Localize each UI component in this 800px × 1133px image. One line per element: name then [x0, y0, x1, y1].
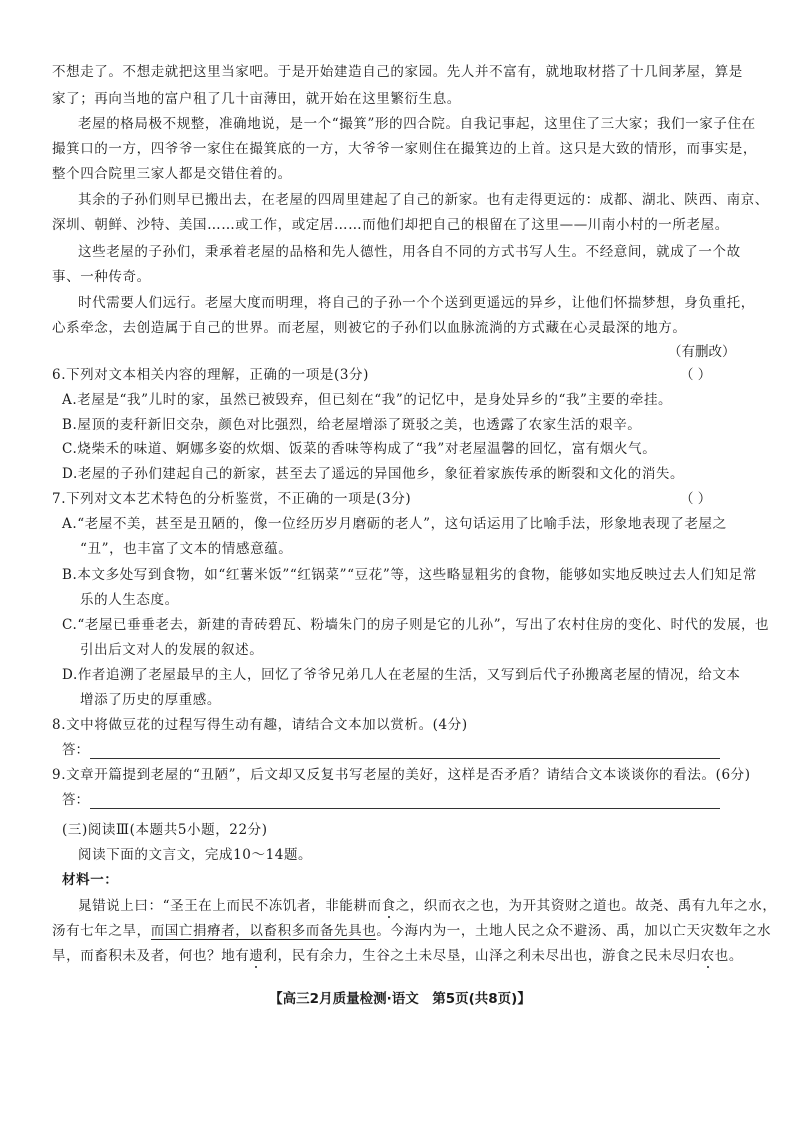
question-8-answer-label: 答：: [62, 742, 89, 758]
question-8-stem: 8.文中将做豆花的过程写得生动有趣，请结合文本加以赏析。(4分): [52, 717, 468, 733]
passage-line: 深圳、朝鲜、沙特、美国……或工作，或定居……而他们却把自己的根留在了这里——川南小村的一所老屋。: [52, 217, 729, 233]
dotted-character: 食: [381, 898, 396, 914]
passage-line: 家了；再向当地的富户租了几十亩薄田，就开始在这里繁衍生息。: [52, 91, 461, 107]
question-6-option-c: C.烧柴禾的味道、婀娜多姿的炊烟、饭菜的香味等构成了“我”对老屋温馨的回忆，富有烟火气。: [62, 441, 657, 457]
passage-line: 这些老屋的子孙们，秉承着老屋的品格和先人德性，用各自不同的方式书写人生。不经意间，就成了一个故: [78, 244, 741, 260]
question-9-answer-line[interactable]: [90, 808, 720, 809]
question-7-option-c-cont: 引出后文对人的发展的叙述。: [80, 642, 264, 658]
source-note: （有删改）: [668, 344, 736, 360]
question-7-option-c: C.“老屋已垂垂老去，新建的青砖碧瓦、粉墙朱门的房子则是它的儿孙”，写出了农村住房的变化、时代的发展，也: [62, 617, 770, 633]
question-6-option-a: A.老屋是“我”儿时的家，虽然已被毁弃，但已刻在“我”的记忆中，是身处异乡的“我”主要的牵挂。: [62, 392, 673, 408]
section-title: (三)阅读Ⅲ(本题共5小题，22分): [62, 822, 268, 838]
text-segment: 之，织而衣之也，为开其资财之道也。故尧、禹有九年之水，: [395, 898, 777, 914]
question-9-answer-label: 答：: [62, 792, 89, 808]
dotted-character: 遗: [249, 948, 264, 964]
question-7-option-b: B.本文多处写到食物，如“红薯米饭”“红锅菜”“豆花”等，这些略显粗劣的食物，能够如实地反映过去人们知足常: [62, 567, 757, 583]
passage-line: 心系牵念，去创造属于自己的世界。而老屋，则被它的子孙们以血脉流淌的方式藏在心灵最深的地方。: [52, 320, 687, 336]
question-6-stem: 6.下列对文本相关内容的理解，正确的一项是(3分): [52, 367, 370, 383]
passage-line: 整个四合院里三家人都是交错住着的。: [52, 166, 292, 182]
question-7-stem: 7.下列对文本艺术特色的分析鉴赏，不正确的一项是(3分): [52, 491, 412, 507]
question-7-option-d-cont: 增添了历史的厚重感。: [80, 692, 221, 708]
section-instruction: 阅读下面的文言文，完成10～14题。: [78, 847, 313, 863]
text-segment: 旱，而畜积未及者，何也？地有: [52, 948, 250, 964]
passage-line: 事、一种传奇。: [52, 269, 151, 285]
question-7-answer-bracket: （ ）: [680, 491, 712, 507]
material-label: 材料一：: [62, 872, 119, 888]
classical-text-line: [78, 897, 777, 915]
dotted-character: 农: [700, 948, 715, 964]
text-segment: 利，民有余力，生谷之土未尽垦，山泽之利未尽出也，游食之民未尽归: [263, 948, 701, 964]
passage-line: 不想走了。不想走就把这里当家吧。于是开始建造自己的家园。先人并不富有，就地取材搭了十几间茅屋，算是: [52, 64, 743, 80]
classical-text-line: [52, 947, 752, 965]
question-9-stem: 9.文章开篇提到老屋的“丑陋”，后文却又反复书写老屋的美好，这样是否矛盾？请结合文本谈谈你的看法。(6分): [52, 767, 751, 783]
text-segment: 。今海内为一，土地人民之众不避汤、禹，加以亡天灾数年之水: [376, 923, 772, 939]
underlined-sentence: 而国亡捐瘠者，以畜积多而备先具也: [150, 923, 377, 939]
question-6-option-d: D.老屋的子孙们建起自己的新家，甚至去了遥远的异国他乡，象征着家族传承的断裂和文化的消失。: [62, 466, 685, 482]
question-7-option-d: D.作者追溯了老屋最早的主人，回忆了爷爷兄弟几人在老屋的生活，又写到后代子孙搬离老屋的情况，给文本: [62, 667, 741, 683]
question-7-option-b-cont: 乐的人生态度。: [80, 592, 179, 608]
question-8-answer-line[interactable]: [90, 758, 720, 759]
text-segment: 汤有七年之旱，: [52, 923, 151, 939]
passage-line: 老屋的格局极不规整，准确地说，是一个“撮箕”形的四合院。自我记事起，这里住了三大家；我们一家子住在: [78, 116, 756, 132]
question-6-answer-bracket: （ ）: [680, 367, 712, 383]
classical-text-line: [52, 922, 772, 940]
question-7-option-a: A.“老屋不美，甚至是丑陋的，像一位经历岁月磨砺的老人”，这句话运用了比喻手法，形象地表现了老屋之: [62, 516, 727, 532]
text-segment: 晁错说上曰：“圣王在上而民不冻饥者，非能耕而: [78, 898, 382, 914]
question-6-option-b: B.屋顶的麦秆新旧交杂，颜色对比强烈，给老屋增添了斑驳之美，也透露了农家生活的艰辛。: [62, 417, 642, 433]
passage-line: 撮箕口的一方，四爷爷一家住在撮箕底的一方，大爷爷一家则住在撮箕边的上首。这只是大致的情形，而事实是，: [52, 141, 757, 157]
text-segment: 也。: [714, 948, 743, 964]
question-7-option-a-cont: “丑”，也丰富了文本的情感意蕴。: [80, 541, 293, 557]
passage-line: 其余的子孙们则早已搬出去，在老屋的四周里建起了自己的新家。也有走得更远的：成都、湖北、陕西、南京、: [78, 192, 769, 208]
page-footer: 【高三2月质量检测·语文 第5页(共8页)】: [269, 991, 531, 1007]
passage-line: 时代需要人们远行。老屋大度而明理，将自己的子孙一个个送到更遥远的异乡，让他们怀揣梦想，身负重托，: [78, 295, 755, 311]
